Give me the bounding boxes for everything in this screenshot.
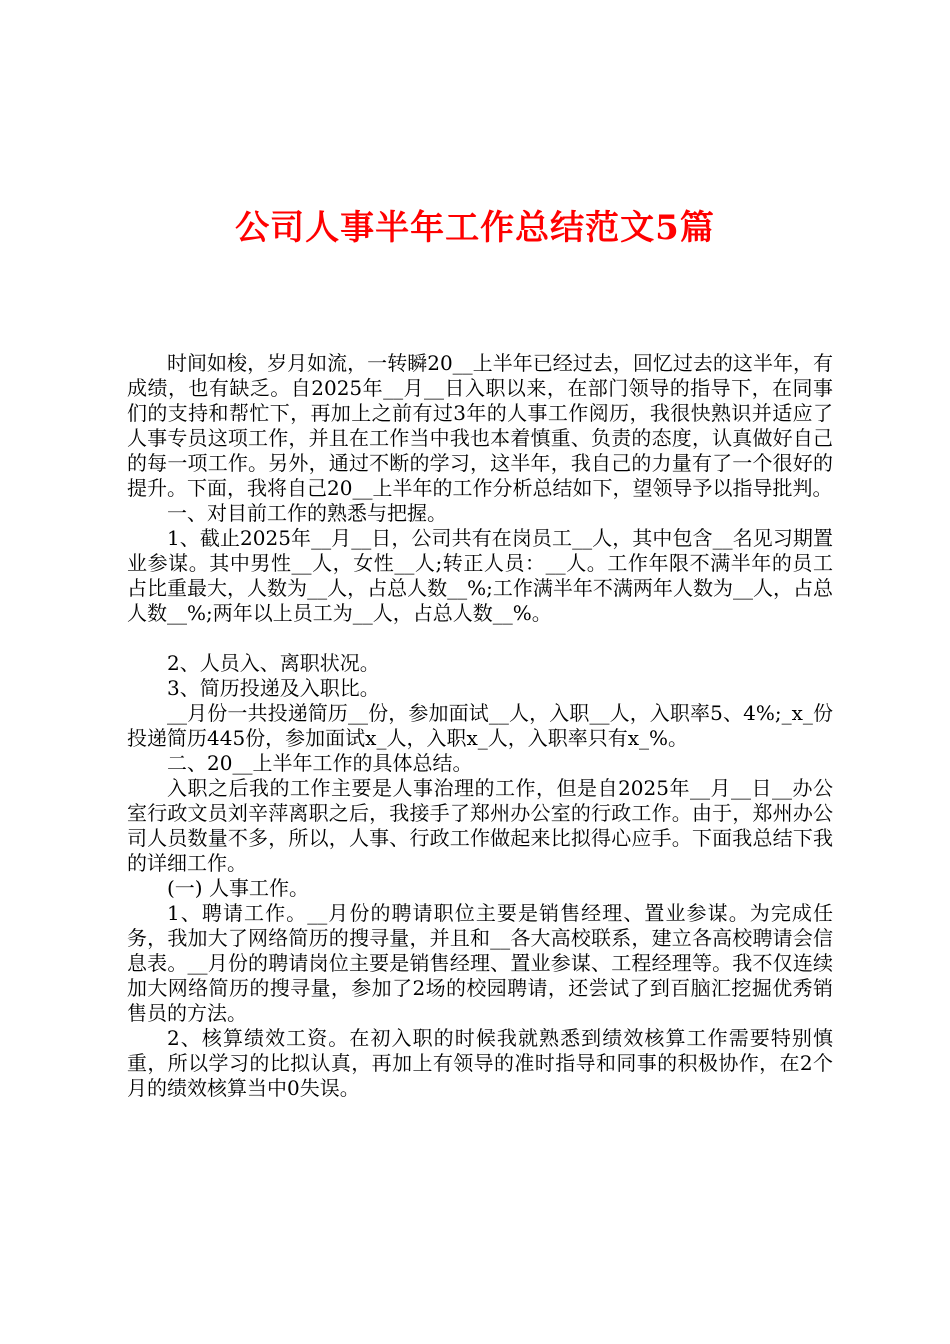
paragraph-work-summary: 入职之后我的工作主要是人事治理的工作，但是自2025年__月__日__办公室行政文员刘辛萍离职之后，我接手了郑州办公室的行政工作。由于，郑州办公司人员数量不多，所以，人事、行政工作做起来比拟得心应手。下面我总结下我的详细工作。 [127,776,833,875]
document-body [127,351,833,1101]
document-title: 公司人事半年工作总结范文5篇 [235,208,715,248]
list-item-turnover: 2、人员入、离职状况。 [167,651,380,675]
section-heading-1: 一、对目前工作的熟悉与把握。 [167,501,447,525]
list-item-resume-ratio: 3、简历投递及入职比。 [167,676,380,700]
paragraph-resume-stats: __月份一共投递简历__份，参加面试__人，入职__人，入职率5、4%;_x_份投递简历445份，参加面试x_人，入职x_人，入职率只有x_%。 [127,701,833,750]
paragraph-spacer [127,626,833,651]
section-heading-2: 二、20__上半年工作的具体总结。 [167,751,473,775]
paragraph-recruitment: 1、聘请工作。__月份的聘请职位主要是销售经理、置业参谋。为完成任务，我加大了网络简历的搜寻量，并且和__各大高校联系，建立各高校聘请会信息表。__月份的聘请岗位主要是销售经理、置业参谋、工程经理等。我不仅连续加大网络简历的搜寻量，参加了2场的校园聘请，还尝试了到百脑汇挖掘优秀销售员的方法。 [127,901,833,1025]
paragraph-staff-stats: 1、截止2025年__月__日，公司共有在岗员工__人，其中包含__名见习期置业参谋。其中男性__人，女性__人;转正人员：__人。工作年限不满半年的员工占比重最大，人数为__人，占总人数__%;工作满半年不满两年人数为__人，占总人数__%;两年以上员工为__人，占总人数__%。 [127,526,833,625]
subsection-heading-hr: (一) 人事工作。 [167,876,309,900]
paragraph-performance-pay: 2、核算绩效工资。在初入职的时候我就熟悉到绩效核算工作需要特别慎重，所以学习的比拟认真，再加上有领导的准时指导和同事的积极协作，在2个月的绩效核算当中0失误。 [127,1026,833,1100]
paragraph-intro: 时间如梭，岁月如流，一转瞬20__上半年已经过去，回忆过去的这半年，有成绩，也有缺乏。自2025年__月__日入职以来，在部门领导的指导下，在同事们的支持和帮忙下，再加上之前有过3年的人事工作阅历，我很快熟识并适应了人事专员这项工作，并且在工作当中我也本着慎重、负责的态度，认真做好自己的每一项工作。另外，通过不断的学习，这半年，我自己的力量有了一个很好的提升。下面，我将自己20__上半年的工作分析总结如下，望领导予以指导批判。 [127,351,833,500]
